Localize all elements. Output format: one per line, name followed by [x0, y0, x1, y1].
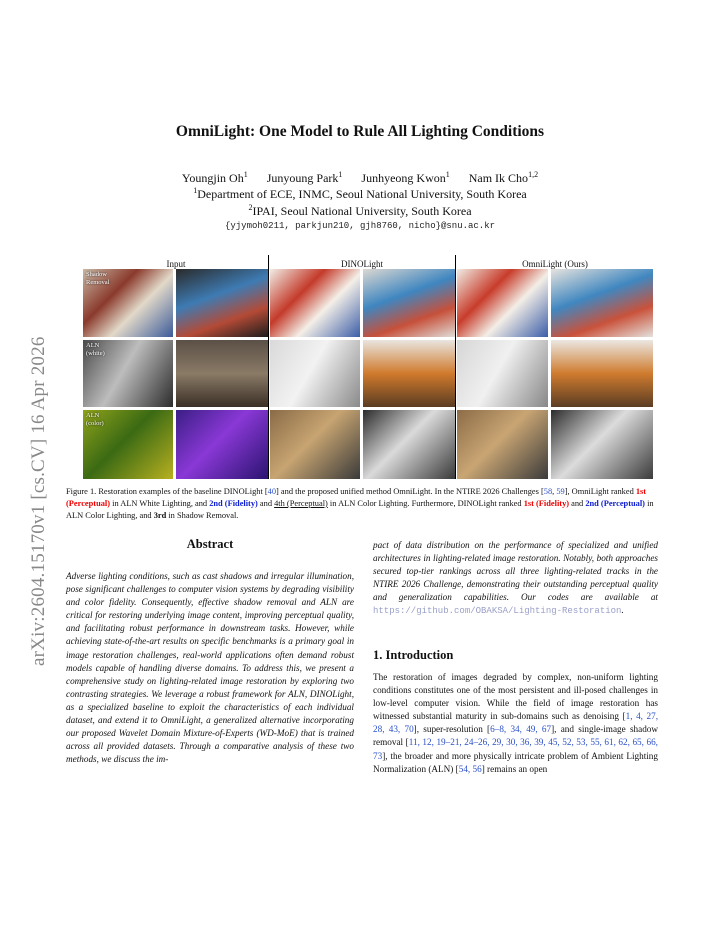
author: Youngjin Oh$^1$	[181, 170, 248, 185]
introduction-heading: 1. Introduction	[373, 648, 454, 662]
image-shadow-input-1	[83, 269, 173, 337]
figure-caption: Figure 1. Restoration examples of the baseline DINOLight [40] and the proposed unified method OmniLight. In the NTIRE 2026 Challenges [58, 59], OmniLight ranked 1st (Perceptual) in ALN White Lighting, and 2nd (Fidelity) and 4th (Perceptual) in ALN Color Lighting. Furthermore, DINOLight ranked 1st (Fidelity) and 2nd (Perceptual) in ALN Color Lighting, and 3rd in Shadow Removal.	[66, 487, 654, 520]
citation-link[interactable]: 40	[267, 487, 277, 496]
citation-link[interactable]: 1, 4, 27, 28, 43, 70	[373, 711, 659, 735]
image-aln-white-input-2	[176, 340, 268, 407]
author: Junhyeong Kwon$^1$	[361, 170, 450, 185]
affiliation: $^1$Department of ECE, INMC, Seoul National University, South Korea	[193, 186, 527, 201]
figure-separator	[268, 255, 269, 479]
image-aln-color-omni-2	[551, 410, 653, 479]
citation-link[interactable]: 6–8, 34, 49, 67	[490, 724, 552, 735]
row-label-aln-color: ALN (color)	[86, 412, 104, 427]
image-shadow-input-2	[176, 269, 268, 337]
image-aln-white-dino-1	[270, 340, 360, 407]
image-aln-color-input-1	[83, 410, 173, 479]
row-label-aln-white: ALN (white)	[86, 342, 105, 357]
figure-column-input: Input	[166, 259, 186, 269]
citation-link[interactable]: 59	[556, 487, 565, 496]
row-label-shadow: Shadow Removal	[86, 271, 110, 286]
arxiv-side-label: arXiv:2604.15170v1 [cs.CV] 16 Apr 2026	[28, 336, 49, 666]
image-shadow-omni-1	[457, 269, 548, 337]
affiliation: $^2$IPAI, Seoul National University, South Korea	[248, 203, 472, 218]
figure-column-dinolight: DINOLight	[341, 259, 383, 269]
author: Junyoung Park$^1$	[266, 170, 343, 185]
image-aln-white-omni-2	[551, 340, 653, 407]
abstract-body: Adverse lighting conditions, such as cast shadows and irregular illumination, pose significant challenges to computer vision systems by degrading visibility and color fidelity. Consequently, effective shadow removal and ALN are critical for restoring underlying image content, improving perceptual quality, and facilitating robust performance in downstream tasks. However, while achieving state-of-the-art results on specific benchmarks is a primary goal in image restoration challenges, real-world applications often demand robust models capable of handling diverse domains. To address this, we present a comprehensive study on lighting-related image restoration by exploring two contrasting strategies. We leverage a robust framework for ALN, DINOLight, as a specialized baseline to exploit the characteristics of each individual dataset, and extend it to OmniLight, a generalized alternative incorporating our proposed Wavelet Domain Mixture-of-Experts (WD-MoE) that is trained across all provided datasets. Through a comparative analysis of these two methods, we discuss the im-	[66, 571, 354, 765]
author: Nam Ik Cho$^{1,2}$	[468, 170, 539, 185]
image-aln-white-dino-2	[363, 340, 455, 407]
image-aln-color-dino-1	[270, 410, 360, 479]
image-aln-white-omni-1	[457, 340, 548, 407]
image-aln-color-input-2	[176, 410, 268, 479]
figure-image-grid	[83, 269, 653, 479]
abstract-heading: Abstract	[186, 537, 234, 551]
image-shadow-dino-2	[363, 269, 455, 337]
figure-column-omnilight: OmniLight (Ours)	[522, 259, 588, 269]
citation-link[interactable]: 58	[543, 487, 553, 496]
image-aln-white-input-1	[83, 340, 173, 407]
image-aln-color-omni-1	[457, 410, 548, 479]
paper-title: OmniLight: One Model to Rule All Lighting Conditions	[175, 123, 545, 140]
code-repository-link[interactable]: https://github.com/OBAKSA/Lighting-Restoration	[373, 606, 622, 617]
citation-link[interactable]: 54, 56	[458, 763, 482, 774]
introduction-body: The restoration of images degraded by complex, non-uniform lighting conditions constitutes one of the most persistent and ill-posed challenges in low-level computer vision. While the field of image restoration has witnessed substantial maturity in sub-domains such as denoising [1, 4, 27, 28, 43, 70], super-resolution [6–8, 34, 49, 67], and single-image shadow removal [11, 12, 19–21, 24–26, 29, 30, 36, 39, 45, 52, 53, 55, 61, 62, 65, 66, 73], the broader and more physically intricate problem of Ambient Lighting Normalization (ALN) [54, 56] remains an open	[373, 672, 659, 774]
abstract-continuation: pact of data distribution on the performance of specialized and unified architectures in lighting-related image restoration. Notably, both approaches secured top-tier rankings across all three lighting-related tracks in the NTIRE 2026 Challenge, demonstrating their outstanding perceptual quality and generalization capabilities. Our codes are available at https://github.com/OBAKSA/Lighting-Restoration.	[373, 540, 658, 617]
figure-separator	[455, 255, 456, 479]
image-shadow-omni-2	[551, 269, 653, 337]
author-emails: {yjymoh0211, parkjun210, gjh8760, nicho}@snu.ac.kr	[224, 221, 496, 231]
citation-link[interactable]: 11, 12, 19–21, 24–26, 29, 30, 36, 39, 45, 52, 53, 55, 61, 62, 65, 66, 73	[373, 737, 658, 761]
author-list	[0, 170, 720, 186]
image-shadow-dino-1	[270, 269, 360, 337]
image-aln-color-dino-2	[363, 410, 455, 479]
